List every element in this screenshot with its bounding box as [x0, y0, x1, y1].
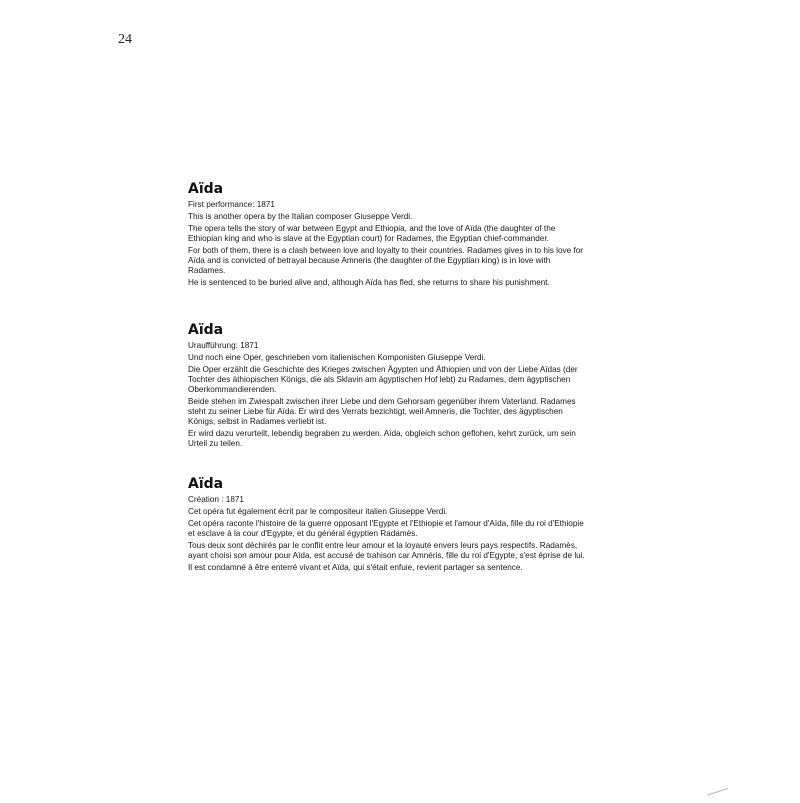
paragraph: Il est condamné à être enterré vivant et Aïda, qui s'était enfuie, revient partager sa sentence. [188, 563, 523, 572]
paragraph: Und noch eine Oper, geschrieben vom italienischen Komponisten Giuseppe Verdi. [188, 353, 486, 362]
paragraph: Tous deux sont déchirés par le conflit entre leur amour et la loyauté envers leurs pays respectifs. Radamès, ayant choisi son amour pour Aïda, est accusé de trahison car Amnéris, fille du roi d'Egypte, s'est éprise de lui. [188, 541, 585, 560]
paragraph: For both of them, there is a clash between love and loyalty to their countries. Radames gives in to his love for Aïda and is convicted of betrayal because Amneris (the daughter of the Egyptian king) is in love with Radames. [188, 246, 584, 275]
first-performance: Uraufführung: 1871 [188, 341, 259, 350]
paragraph: Beide stehen im Zwiespalt zwischen ihrer Liebe und dem Gehorsam gegenüber ihrem Vaterland. Radames steht zu seiner Liebe für Aïda. Er wird des Verrats bezichtigt, weil Amneris, die Tochter, des ägyptischen Königs, selbst in Radames verliebt ist. [188, 397, 576, 426]
paragraph: Die Oper erzählt die Geschichte des Krieges zwischen Ägypten und Äthiopien und von der Liebe Aïdas (der Tochter des äthiopischen Königs, die als Sklavin am ägyptischen Hof lebt) zu Radames, dem ägyptischen Oberkommandierenden. [188, 365, 578, 394]
paragraph: Er wird dazu verurteilt, lebendig begraben zu werden. Aïda, obgleich schon geflohen, kehrt zurück, um sein Urteil zu teilen. [188, 429, 576, 448]
section-german [188, 322, 588, 451]
first-performance: Création : 1871 [188, 495, 244, 504]
first-performance: First performance: 1871 [188, 200, 275, 209]
paragraph: This is another opera by the Italian composer Giuseppe Verdi. [188, 212, 413, 221]
section-french [188, 476, 588, 575]
page-corner-mark [707, 788, 731, 803]
page-number: 24 [118, 32, 132, 47]
section-english [188, 181, 588, 290]
section-title: Aïda [188, 181, 224, 197]
section-title: Aïda [188, 322, 224, 338]
paragraph: Cet opéra fut également écrit par le compositeur italien Giuseppe Verdi. [188, 507, 448, 516]
section-title: Aïda [188, 476, 224, 492]
paragraph: Cet opéra raconte l'histoire de la guerre opposant l'Egypte et l'Ethiopie et l'amour d'Aïda, fille du roi d'Ethiopie et esclave à la cour d'Egypte, et du général égyptien Radamès. [188, 519, 584, 538]
paragraph: He is sentenced to be buried alive and, although Aïda has fled, she returns to share his punishment. [188, 278, 550, 287]
paragraph: The opera tells the story of war between Egypt and Ethiopia, and the love of Aïda (the daughter of the Ethiopian king and who is slave at the Egyptian court) for Radames, the Egyptian chief-commander. [188, 224, 556, 243]
